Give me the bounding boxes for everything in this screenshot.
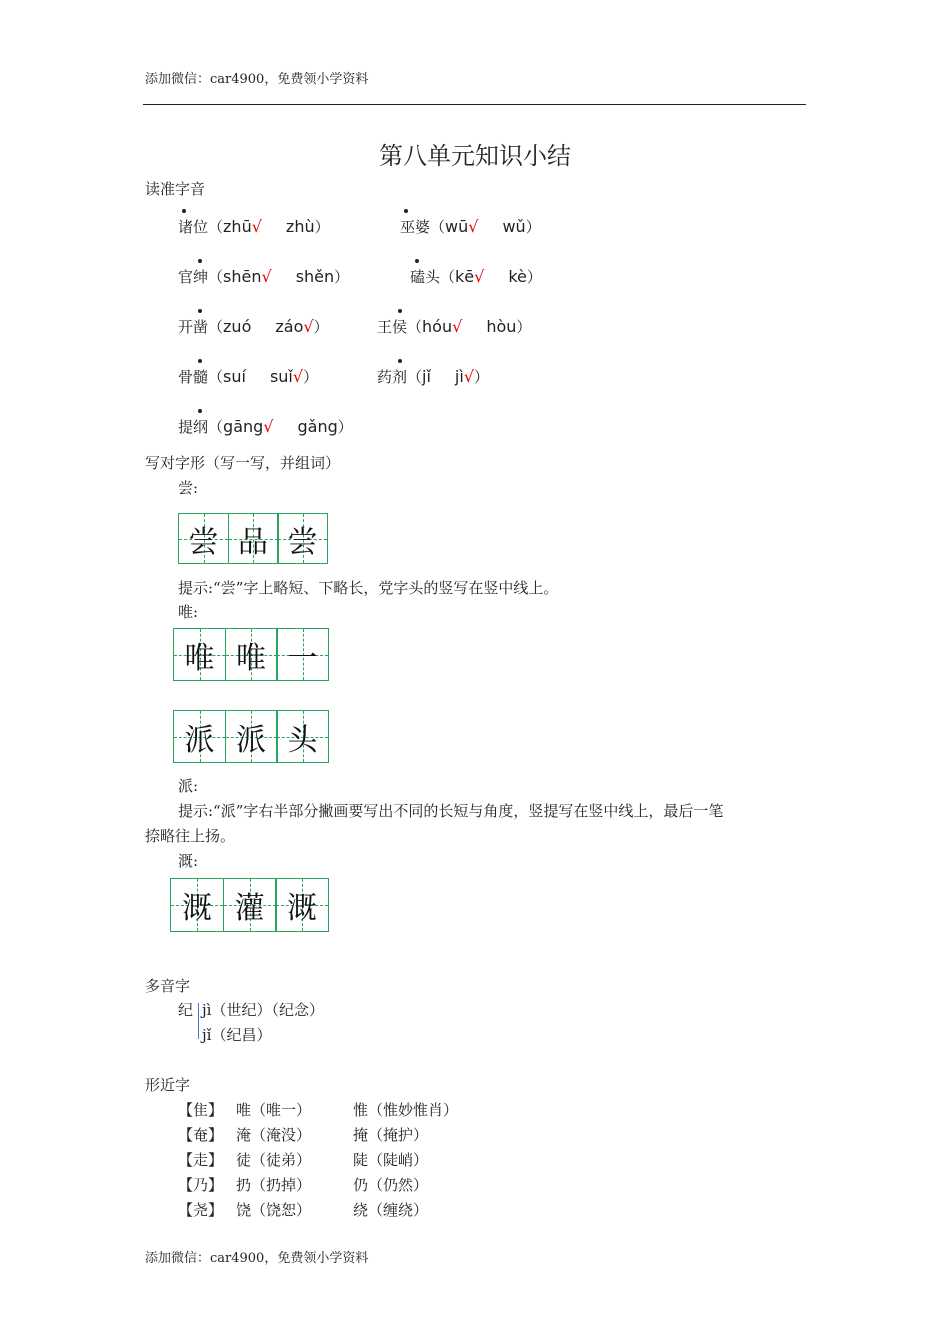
paren-close: ） <box>303 368 319 386</box>
pinyin-option-a: shēn <box>223 267 262 286</box>
check-mark: √ <box>303 317 314 336</box>
paren-close: ） <box>474 368 490 386</box>
grid-char: 尝 <box>287 524 318 560</box>
pinyin-option-b: jì <box>454 367 464 386</box>
paren-open: （ <box>208 218 224 236</box>
paren-open: （ <box>407 318 423 336</box>
grid-char: 唯 <box>184 640 215 676</box>
section-heading-similar: 形近字 <box>145 1076 191 1094</box>
header-text: 添加微信：car4900，免费领小学资料 <box>145 72 369 87</box>
similar-key: 【乃】 <box>178 1176 224 1194</box>
similar-b: 绕（缠绕） <box>353 1201 429 1219</box>
section-heading-writing: 写对字形（写一写，并组词） <box>145 454 341 472</box>
gai-grid <box>170 878 328 932</box>
similar-b: 掩（掩护） <box>353 1126 429 1144</box>
grid-cell <box>275 878 329 932</box>
pai-tip-line1: 提示:“派”字右半部分撇画要写出不同的长短与角度，竖提写在竖中线上，最后一笔 <box>178 802 724 820</box>
paren-open: （ <box>407 368 423 386</box>
header-rule <box>143 104 806 105</box>
grid-char: 灌 <box>234 891 265 926</box>
similar-a: 唯（唯一） <box>236 1101 312 1119</box>
paren-close: ） <box>334 268 350 286</box>
pronunciation-item <box>400 216 541 237</box>
grid-char: 派 <box>184 722 215 758</box>
grid-char: 派 <box>236 722 266 758</box>
pronunciation-word: 骨髓 <box>178 368 209 386</box>
emphasis-dot <box>398 359 402 363</box>
similar-key: 【走】 <box>178 1151 224 1169</box>
paren-open: （ <box>208 368 224 386</box>
pinyin-option-b: kè <box>508 267 527 286</box>
emphasis-dot <box>404 209 408 213</box>
grid-cell <box>173 628 226 681</box>
grid-cell <box>276 628 329 681</box>
grid-char: 唯 <box>236 640 266 676</box>
pai-tip-line2: 捺略往上扬。 <box>145 827 236 845</box>
pinyin-option-a: wū <box>445 217 469 236</box>
check-mark: √ <box>263 417 274 436</box>
pronunciation-item <box>178 416 353 437</box>
pinyin-option-a: kē <box>455 267 475 286</box>
pronunciation-item <box>178 216 330 237</box>
pinyin-option-a: jǐ <box>422 367 431 386</box>
check-mark: √ <box>292 367 304 386</box>
footer-text: 添加微信：car4900，免费领小学资料 <box>145 1251 369 1266</box>
emphasis-dot <box>198 309 202 313</box>
grid-cell <box>223 878 277 932</box>
similar-key: 【隹】 <box>178 1101 224 1119</box>
paren-close: ） <box>314 218 330 236</box>
paren-open: （ <box>430 218 446 236</box>
grid-cell <box>173 710 226 763</box>
paren-close: ） <box>526 268 542 286</box>
pronunciation-word: 提纲 <box>178 418 209 436</box>
similar-a: 扔（扔掉） <box>236 1176 312 1194</box>
paren-open: （ <box>208 268 224 286</box>
pronunciation-word: 诸位 <box>178 218 209 236</box>
emphasis-dot <box>198 259 202 263</box>
wei-label: 唯: <box>178 603 199 621</box>
grid-cell <box>178 513 229 564</box>
check-mark: √ <box>468 217 479 236</box>
gai-label: 溉: <box>178 852 199 870</box>
pai-label: 派: <box>178 777 199 795</box>
pronunciation-item <box>377 316 531 337</box>
paren-close: ） <box>337 418 353 436</box>
grid-cell <box>225 628 278 681</box>
pronunciation-item <box>178 366 318 387</box>
wei-grid <box>173 628 328 681</box>
pai-grid <box>173 710 328 763</box>
chang-label: 尝: <box>178 479 199 497</box>
pronunciation-word: 王侯 <box>377 318 408 336</box>
emphasis-dot <box>398 309 402 313</box>
paren-close: ） <box>516 318 532 336</box>
check-mark: √ <box>463 367 475 386</box>
grid-cell <box>228 513 279 564</box>
grid-cell <box>170 878 224 932</box>
grid-char: 溉 <box>182 891 212 926</box>
check-mark: √ <box>261 267 272 286</box>
check-mark: √ <box>452 317 463 336</box>
pinyin-option-b: hòu <box>486 317 517 336</box>
pronunciation-word: 官绅 <box>178 268 209 286</box>
pinyin-option-a: gāng <box>223 417 264 436</box>
polyphone-line1: jì（世纪）（纪念） <box>202 1001 324 1019</box>
pinyin-option-b: gǎng <box>297 417 338 436</box>
pronunciation-item <box>178 266 349 287</box>
pronunciation-item <box>178 316 329 337</box>
paren-close: ） <box>525 218 541 236</box>
paren-close: ） <box>313 318 329 336</box>
pinyin-option-a: zuó <box>223 317 252 336</box>
page-title: 第八单元知识小结 <box>379 142 571 170</box>
pronunciation-word: 药剂 <box>377 368 408 386</box>
pinyin-option-a: zhū <box>223 217 252 236</box>
paren-open: （ <box>440 268 456 286</box>
pinyin-option-b: suǐ <box>269 367 293 386</box>
grid-char: 尝 <box>188 524 219 560</box>
check-mark: √ <box>251 217 262 236</box>
pinyin-option-b: zhù <box>285 217 315 236</box>
emphasis-dot <box>182 209 186 213</box>
paren-open: （ <box>208 418 224 436</box>
pronunciation-word: 磕头 <box>410 268 441 286</box>
pronunciation-word: 巫婆 <box>400 218 431 236</box>
grid-char: 头 <box>287 722 318 758</box>
check-mark: √ <box>474 267 485 286</box>
similar-key: 【奄】 <box>178 1126 224 1144</box>
similar-a: 饶（饶恕） <box>236 1201 312 1219</box>
pinyin-option-b: wǔ <box>502 217 526 236</box>
pronunciation-item <box>377 366 489 387</box>
polyphone-char: 纪 <box>178 1001 194 1019</box>
emphasis-dot <box>415 259 419 263</box>
pinyin-option-b: záo <box>275 317 304 336</box>
grid-cell <box>225 710 278 763</box>
grid-char: 一 <box>287 640 318 676</box>
pronunciation-word: 开凿 <box>178 318 209 336</box>
emphasis-dot <box>198 409 202 413</box>
similar-a: 徒（徒弟） <box>236 1151 312 1169</box>
similar-a: 淹（淹没） <box>236 1126 312 1144</box>
paren-open: （ <box>208 318 224 336</box>
pinyin-option-a: hóu <box>422 317 453 336</box>
grid-cell <box>276 710 329 763</box>
similar-b: 陡（陡峭） <box>353 1151 429 1169</box>
polyphone-line2: jǐ（纪昌） <box>202 1026 272 1044</box>
chang-grid <box>178 513 327 564</box>
section-heading-polyphone: 多音字 <box>145 977 191 995</box>
chang-tip: 提示:“尝”字上略短、下略长，党字头的竖写在竖中线上。 <box>178 579 559 597</box>
similar-b: 仍（仍然） <box>353 1176 429 1194</box>
pinyin-option-a: suí <box>223 367 246 386</box>
section-heading-pronunciation: 读准字音 <box>145 180 206 198</box>
grid-cell <box>277 513 328 564</box>
similar-b: 惟（惟妙惟肖） <box>353 1101 459 1119</box>
pronunciation-item <box>410 266 542 287</box>
grid-char: 溉 <box>287 891 317 926</box>
grid-char: 品 <box>238 524 268 560</box>
emphasis-dot <box>198 359 202 363</box>
pinyin-option-b: shěn <box>295 267 335 286</box>
similar-key: 【尧】 <box>178 1201 224 1219</box>
